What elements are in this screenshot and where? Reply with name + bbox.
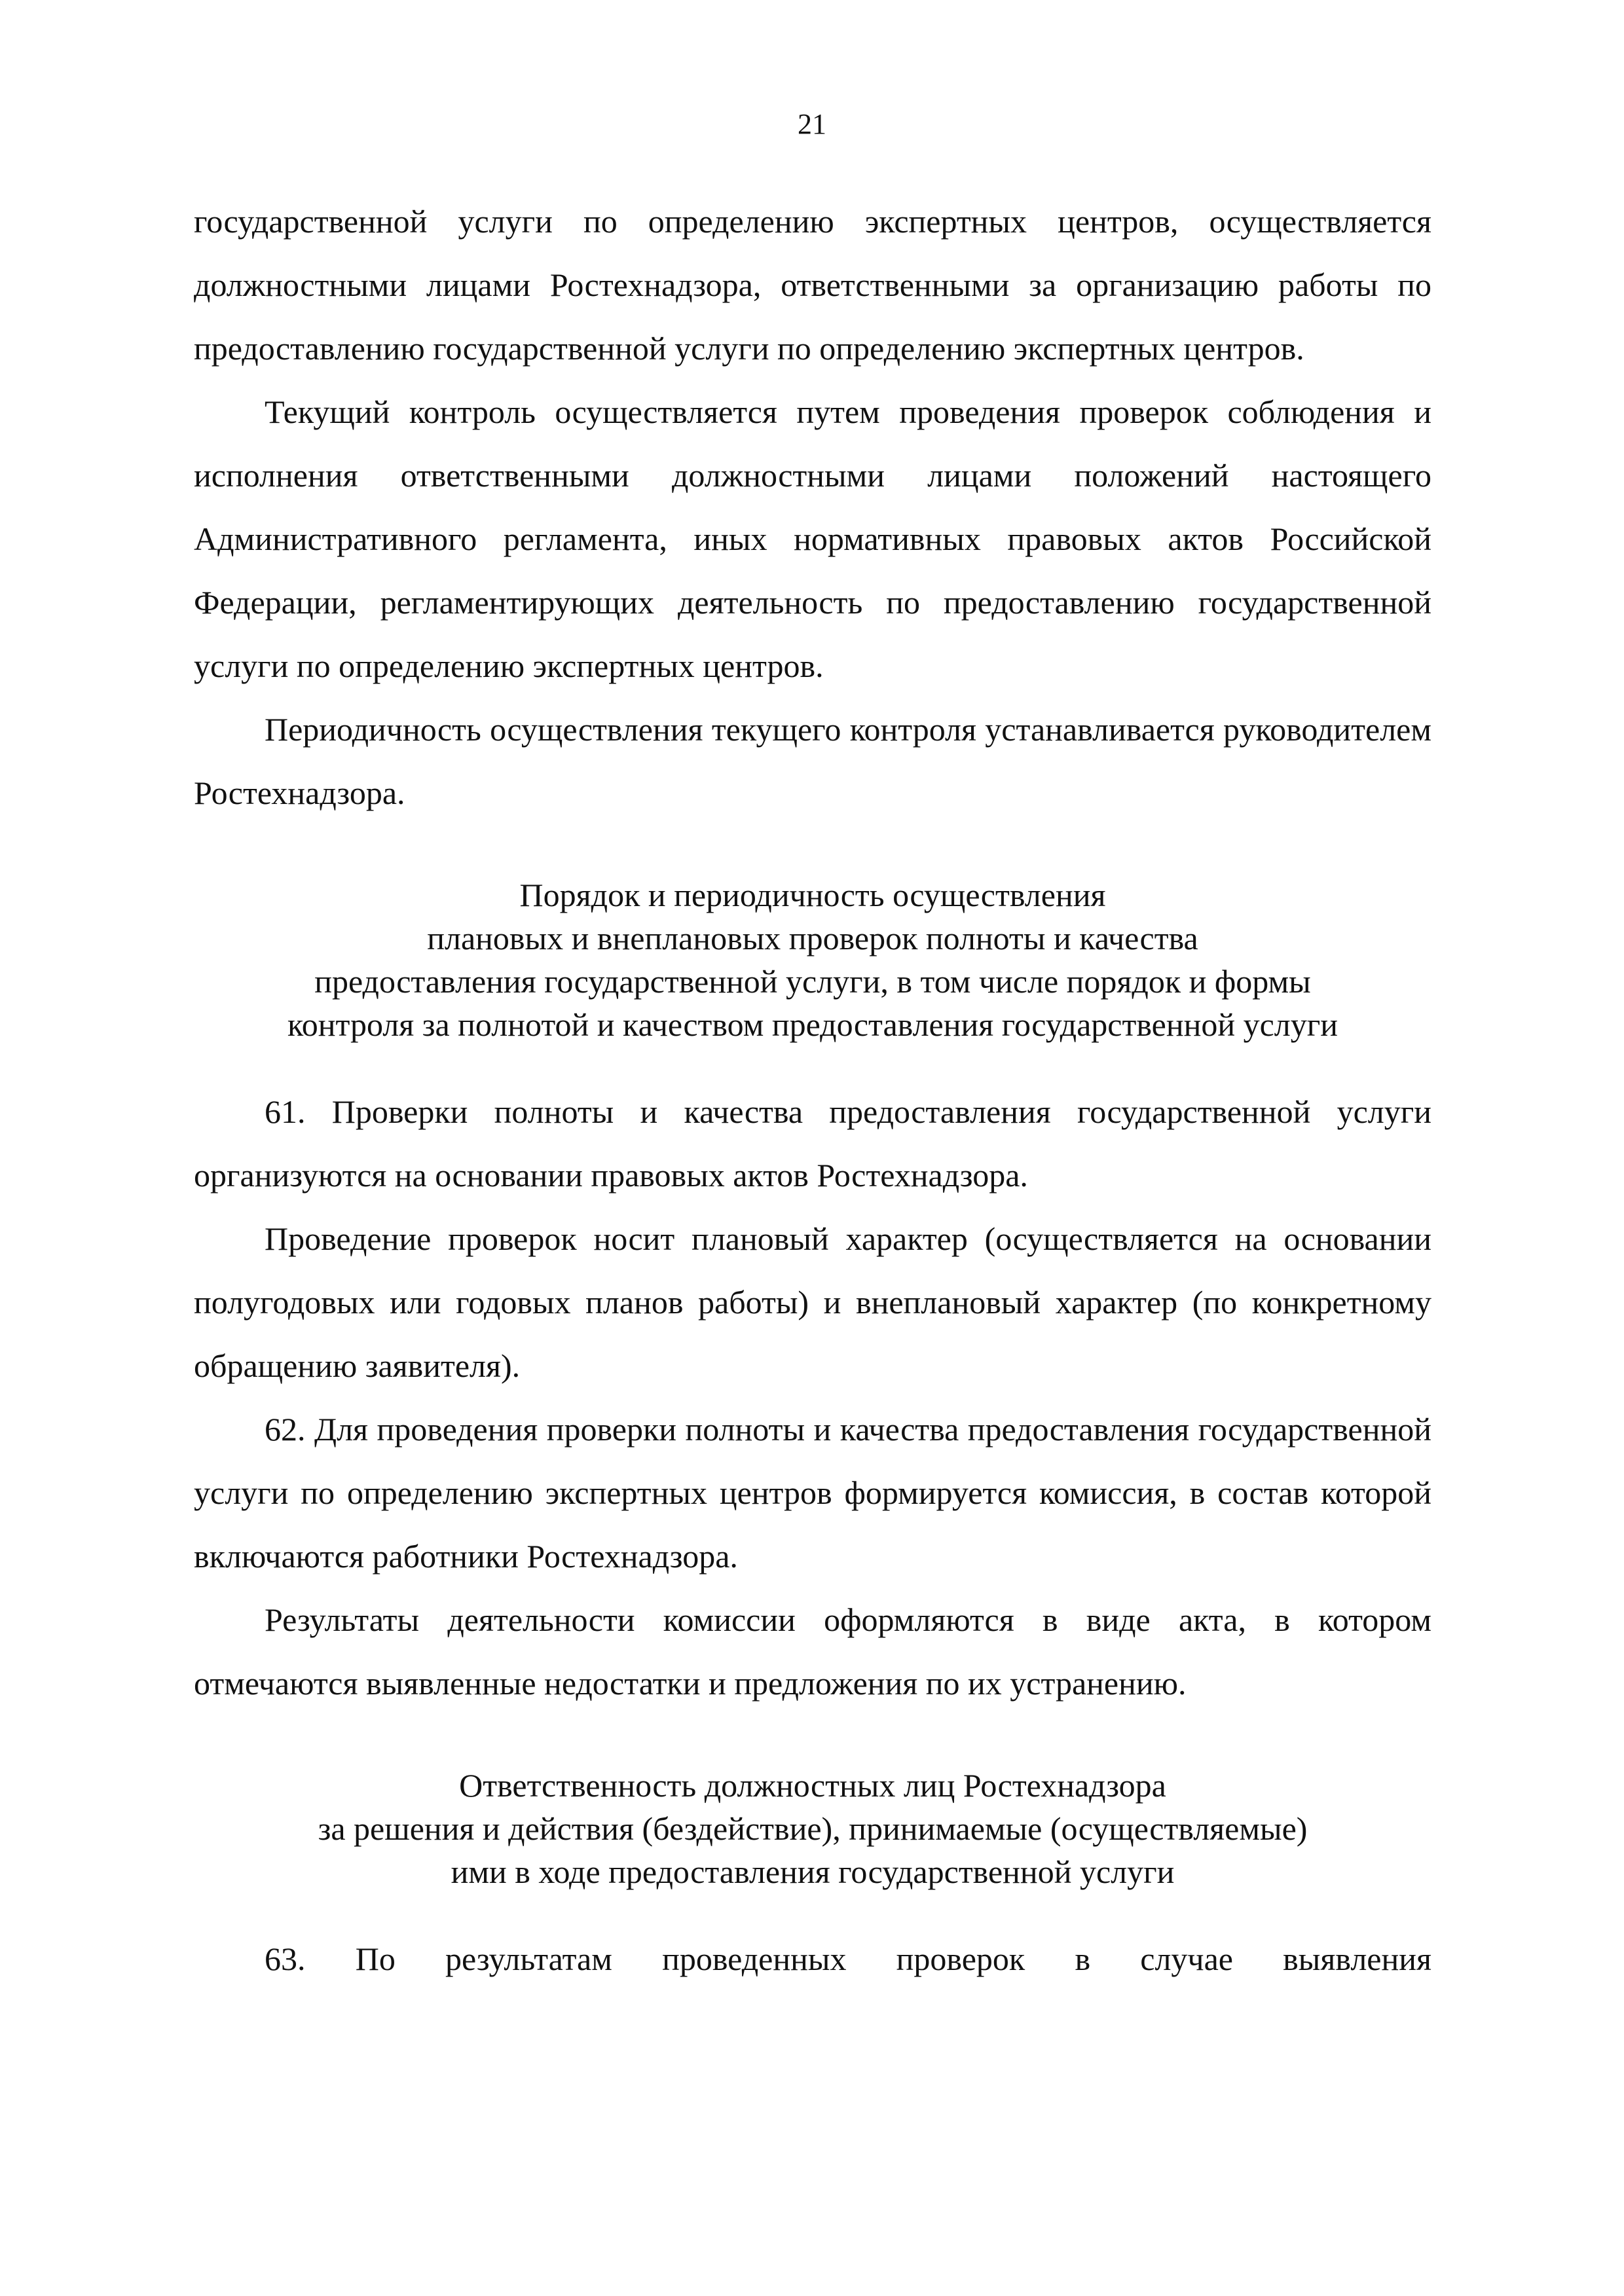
heading-line: за решения и действия (бездействие), принимаемые (осуществляемые) xyxy=(318,1810,1308,1847)
heading-line: предоставления государственной услуги, в том числе порядок и формы xyxy=(314,963,1311,1000)
paragraph-continuation: государственной услуги по определению экспертных центров, осуществляется должностными лицами Ростехнадзора, ответственными за организацию работы по предоставлению государственной услуги по определению экспертных центров. xyxy=(194,203,1431,367)
page-number: 21 xyxy=(798,108,826,140)
paragraph-commission-results: Результаты деятельности комиссии оформляются в виде акта, в котором отмечаются выявленные недостатки и предложения по их устранению. xyxy=(194,1601,1431,1702)
paragraph-item-63: 63. По результатам проведенных проверок в случае выявления xyxy=(265,1941,1431,1977)
section-heading-inspections xyxy=(194,873,1431,1046)
heading-line: Порядок и периодичность осуществления xyxy=(519,877,1106,913)
section-heading-responsibility xyxy=(194,1764,1431,1893)
paragraph-current-control: Текущий контроль осуществляется путем проведения проверок соблюдения и исполнения ответственными должностными лицами положений настоящего Административного регламента, иных нормативных правовых актов Российской Федерации, регламентирующих деятельность по предоставлению государственной услуги по определению экспертных центров. xyxy=(194,393,1431,684)
paragraph-item-62: 62. Для проведения проверки полноты и качества предоставления государственной услуги по определению экспертных центров формируется комиссия, в состав которой включаются работники Ростехнадзора. xyxy=(194,1411,1431,1575)
paragraph-item-61: 61. Проверки полноты и качества предоставления государственной услуги организуются на основании правовых актов Ростехнадзора. xyxy=(194,1093,1431,1194)
paragraph-inspection-types: Проведение проверок носит плановый характер (осуществляется на основании полугодовых или годовых планов работы) и внеплановый характер (по конкретному обращению заявителя). xyxy=(194,1220,1431,1384)
paragraph-control-periodicity: Периодичность осуществления текущего контроля устанавливается руководителем Ростехнадзора. xyxy=(194,711,1431,811)
heading-line: ими в ходе предоставления государственной услуги xyxy=(451,1853,1175,1890)
heading-line: контроля за полнотой и качеством предоставления государственной услуги xyxy=(287,1006,1338,1043)
heading-line: плановых и внеплановых проверок полноты и качества xyxy=(427,920,1198,957)
heading-line: Ответственность должностных лиц Ростехнадзора xyxy=(459,1767,1166,1804)
document-body xyxy=(194,190,1431,1991)
